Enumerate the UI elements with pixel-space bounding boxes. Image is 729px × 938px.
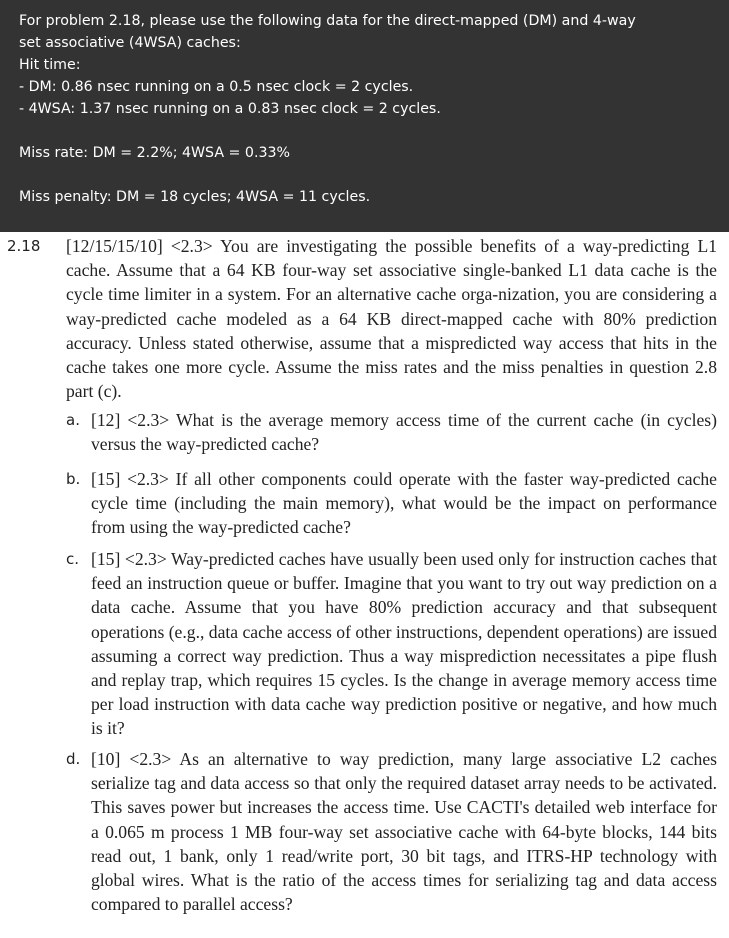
problem-statement: [12/15/15/10] <2.3> You are investigating the possible benefits of a way-predicting L1 cache. Assume that a 64 KB four-way set associative single-banked L1 data cache is the cycle time limiter in a system. For an alternative cache orga-nization, you are considering a way-predicted cache modeled as a 64 KB direct-mapped cache with 80% prediction accuracy. Unless stated otherwise, assume that a mispredicted way access that hits in the cache takes one more cycle. Assume the miss rates and the miss penalties in question 2.8 part (c). — [66, 236, 717, 402]
part-c — [66, 547, 717, 741]
problem-number: 2.18 — [7, 237, 41, 255]
part-a — [66, 408, 717, 456]
part-b — [66, 467, 717, 540]
part-c-letter: c. — [66, 550, 80, 568]
part-a-letter: a. — [66, 411, 80, 429]
part-c-text: [15] <2.3> Way-predicted caches have usually been used only for instruction caches that feed an instruction queue or buffer. Imagine that you want to try out way prediction on a data cache. Assume that you have 80% prediction accuracy and that subsequent operations (e.g., data cache access of other instructions, dependent operations) are issued assuming a correct way prediction. Thus a way misprediction necessitates a pipe flush and replay trap, which requires 15 cycles. Is the change in average memory access time per load instruction with data cache way prediction positive or negative, and how much is it? — [91, 549, 717, 739]
part-b-letter: b. — [66, 470, 81, 488]
miss-penalty: Miss penalty: DM = 18 cycles; 4WSA = 11 cycles. — [19, 189, 371, 205]
intro-line-2: set associative (4WSA) caches: — [19, 35, 241, 51]
part-d-text: [10] <2.3> As an alternative to way prediction, many large associative L2 caches serialize tag and data access so that only the required dataset array needs to be activated. This saves power but increases the access time. Use CACTI's detailed web interface for a 0.065 m process 1 MB four-way set associative cache with 64-byte blocks, 144 bits read out, 1 bank, only 1 read/write port, 30 bit tags, and ITRS-HP technology with global wires. What is the ratio of the access times for serializing tag and data access compared to parallel access? — [91, 749, 717, 915]
hit-time-dm: - DM: 0.86 nsec running on a 0.5 nsec clock = 2 cycles. — [19, 79, 414, 95]
hit-time-label: Hit time: — [19, 57, 81, 73]
part-d-letter: d. — [66, 750, 81, 768]
hit-time-4wsa: - 4WSA: 1.37 nsec running on a 0.83 nsec clock = 2 cycles. — [19, 101, 441, 117]
intro-line-1: For problem 2.18, please use the following data for the direct-mapped (DM) and 4-way — [19, 13, 636, 29]
miss-rate: Miss rate: DM = 2.2%; 4WSA = 0.33% — [19, 145, 290, 161]
part-a-text: [12] <2.3> What is the average memory access time of the current cache (in cycles) versus the way-predicted cache? — [91, 410, 717, 455]
part-d — [66, 747, 717, 916]
given-data-box — [0, 0, 729, 232]
part-b-text: [15] <2.3> If all other components could operate with the faster way-predicted cache cycle time (including the main memory), what would be the impact on performance from using the way-predicted cache? — [91, 469, 717, 538]
